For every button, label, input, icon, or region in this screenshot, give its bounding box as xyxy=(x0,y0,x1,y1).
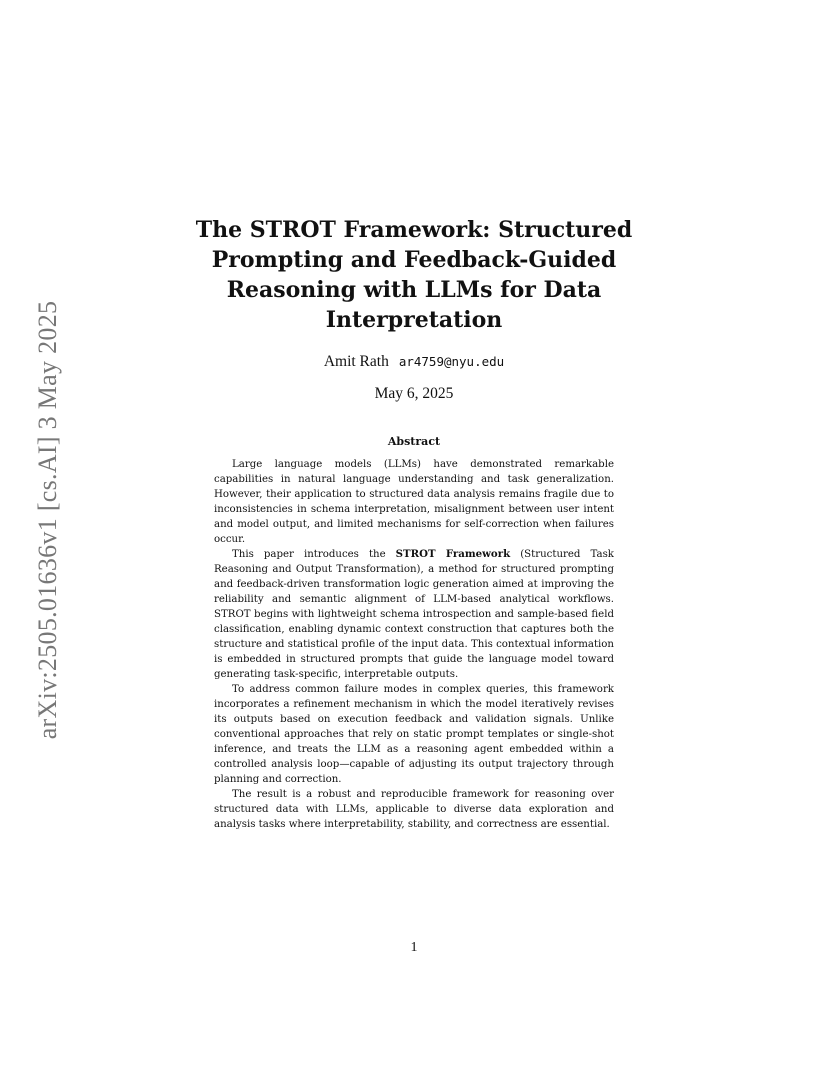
framework-name-bold: STROT Framework xyxy=(395,548,511,560)
author-email: ar4759@nyu.edu xyxy=(398,354,505,369)
paper-title: The STROT Framework: Structured Prompting and Feedback-Guided Reasoning with LLMs for Data Interpretation xyxy=(195,217,633,333)
abstract-body xyxy=(214,457,614,832)
page-number: 1 xyxy=(410,940,418,955)
arxiv-identifier-stamp: arXiv:2505.01636v1 [cs.AI] 3 May 2025 xyxy=(33,300,62,740)
abstract-paragraph-1: Large language models (LLMs) have demonstrated remarkable capabilities in natural language understanding and task generalization. However, their application to structured data analysis remains fragile due to inconsistencies in schema interpretation, misalignment between user intent and model output, and limited mechanisms for self-correction when failures occur. xyxy=(214,459,614,545)
abstract-paragraph-2-rest: (Structured Task Reasoning and Output Transformation), a method for structured prompting and feedback-driven transformation logic generation aimed at improving the reliability and semantic alignment of LLM-based analytical workflows. STROT begins with lightweight schema introspection and sample-based field classification, enabling dynamic context construction that captures both the structure and statistical profile of the input data. This contextual information is embedded in structured prompts that guide the language model toward generating task-specific, interpretable outputs. xyxy=(214,549,614,680)
abstract-paragraph-3: To address common failure modes in complex queries, this framework incorporates a refinement mechanism in which the model iteratively revises its outputs based on execution feedback and validation signals. Unlike conventional approaches that rely on static prompt templates or single-shot inference, and treats the LLM as a reasoning agent embedded within a controlled analysis loop—capable of adjusting its output trajectory through planning and correction. xyxy=(214,684,614,785)
author-name: Amit Rath xyxy=(323,353,389,370)
abstract-heading: Abstract xyxy=(387,435,441,448)
publication-date: May 6, 2025 xyxy=(374,385,454,402)
author-line xyxy=(170,353,658,371)
abstract-paragraph-4: The result is a robust and reproducible framework for reasoning over structured data with LLMs, applicable to diverse data exploration and analysis tasks where interpretability, stability, and correctness are essential. xyxy=(214,789,614,830)
abstract-paragraph-2-lead: This paper introduces the xyxy=(232,549,396,560)
abstract-paragraph-2 xyxy=(214,547,614,682)
